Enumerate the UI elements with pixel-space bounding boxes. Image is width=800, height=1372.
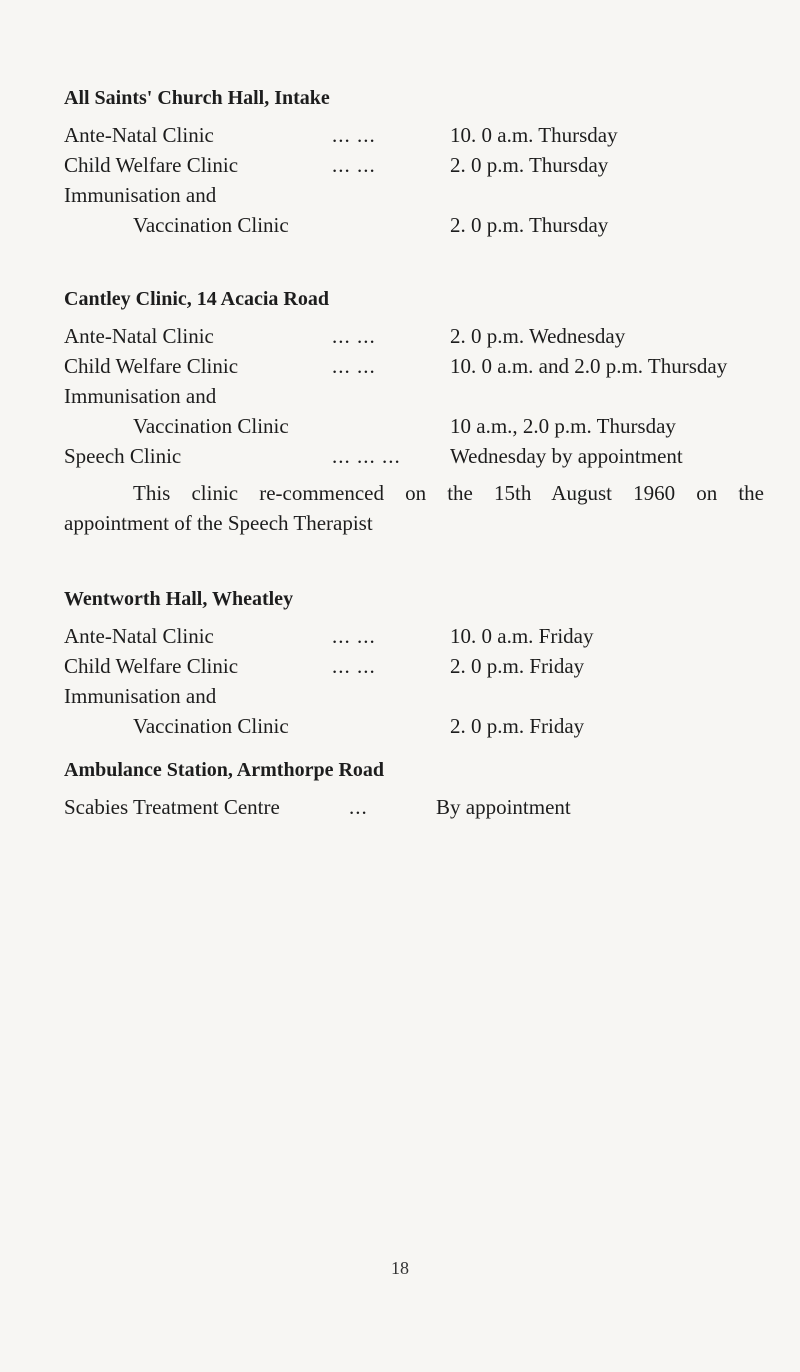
section-heading: Ambulance Station, Armthorpe Road — [64, 759, 385, 781]
leader-dots: ... ... — [332, 354, 376, 378]
section-heading: Cantley Clinic, 14 Acacia Road — [64, 288, 329, 310]
clinic-time: 10. 0 a.m. Thursday — [450, 123, 618, 147]
clinic-label: Vaccination Clinic — [133, 714, 289, 738]
list-item — [64, 180, 764, 210]
leader-dots: ... ... ... — [332, 444, 401, 468]
list-item — [64, 621, 764, 651]
list-item — [64, 321, 764, 351]
clinic-label: Vaccination Clinic — [133, 414, 289, 438]
note-line: This clinic re-commenced on the 15th August 1960 on the — [133, 481, 764, 505]
section-ambulance-station — [64, 758, 764, 822]
note-line: appointment of the Speech Therapist — [64, 511, 373, 535]
leader-dots: ... ... — [332, 624, 376, 648]
list-item — [64, 150, 764, 180]
list-item — [64, 210, 764, 240]
clinic-time: 2. 0 p.m. Thursday — [450, 213, 609, 237]
clinic-time: 10. 0 a.m. Friday — [450, 624, 594, 648]
clinic-time: 2. 0 p.m. Friday — [450, 654, 585, 678]
leader-dots: ... ... — [332, 153, 376, 177]
leader-dots: ... ... — [332, 123, 376, 147]
clinic-label: Immunisation and — [64, 384, 217, 408]
leader-dots: ... — [349, 795, 368, 819]
clinic-label: Immunisation and — [64, 183, 217, 207]
list-item — [64, 651, 764, 681]
clinic-time: 2. 0 p.m. Wednesday — [450, 324, 626, 348]
clinic-time: 10 a.m., 2.0 p.m. Thursday — [450, 414, 676, 438]
clinic-label: Child Welfare Clinic — [64, 153, 239, 177]
section-all-saints — [64, 86, 764, 240]
clinic-label: Speech Clinic — [64, 444, 182, 468]
list-item — [64, 711, 764, 741]
clinic-time: 2. 0 p.m. Friday — [450, 714, 585, 738]
clinic-label: Child Welfare Clinic — [64, 354, 239, 378]
leader-dots: ... ... — [332, 654, 376, 678]
clinic-label: Ante-Natal Clinic — [64, 123, 214, 147]
clinic-label: Vaccination Clinic — [133, 213, 289, 237]
section-cantley — [64, 287, 764, 471]
page-number: 18 — [391, 1258, 409, 1278]
list-item — [64, 120, 764, 150]
leader-dots: ... ... — [332, 324, 376, 348]
list-item — [64, 792, 764, 822]
clinic-time: 2. 0 p.m. Thursday — [450, 153, 609, 177]
section-heading: All Saints' Church Hall, Intake — [64, 87, 330, 109]
clinic-label: Immunisation and — [64, 684, 217, 708]
list-item — [64, 381, 764, 411]
clinic-time: Wednesday by appointment — [450, 444, 683, 468]
clinic-label: Ante-Natal Clinic — [64, 624, 214, 648]
clinic-label: Child Welfare Clinic — [64, 654, 239, 678]
clinic-label: Ante-Natal Clinic — [64, 324, 214, 348]
list-item — [64, 411, 764, 441]
list-item — [64, 351, 764, 381]
section-heading: Wentworth Hall, Wheatley — [64, 588, 294, 610]
list-item — [64, 681, 764, 711]
clinic-time: 10. 0 a.m. and 2.0 p.m. Thursday — [450, 354, 728, 378]
note-paragraph — [64, 478, 764, 538]
clinic-time: By appointment — [436, 795, 571, 819]
clinic-label: Scabies Treatment Centre — [64, 795, 280, 819]
section-wentworth — [64, 587, 764, 741]
list-item — [64, 441, 764, 471]
